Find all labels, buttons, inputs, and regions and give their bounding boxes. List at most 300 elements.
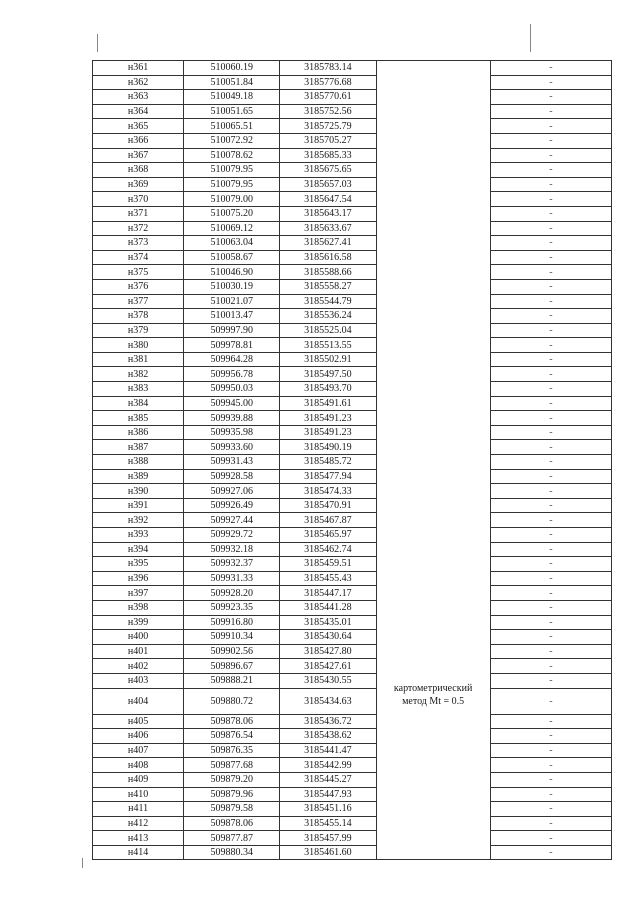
y-coordinate-cell: 3185776.68 xyxy=(280,75,376,90)
method-cell xyxy=(376,831,490,846)
y-coordinate-cell: 3185470.91 xyxy=(280,498,376,513)
dash-cell: - xyxy=(490,236,611,251)
y-coordinate-cell: 3185502.91 xyxy=(280,352,376,367)
method-cell xyxy=(376,367,490,382)
method-cell xyxy=(376,557,490,572)
method-cell xyxy=(376,265,490,280)
dash-cell: - xyxy=(490,688,611,714)
table-row xyxy=(93,802,612,817)
method-cell xyxy=(376,455,490,470)
dash-cell: - xyxy=(490,787,611,802)
table-row xyxy=(93,61,612,76)
point-id-cell: н395 xyxy=(93,557,184,572)
x-coordinate-cell: 509978.81 xyxy=(184,338,280,353)
y-coordinate-cell: 3185427.61 xyxy=(280,659,376,674)
method-cell xyxy=(376,758,490,773)
x-coordinate-cell: 509964.28 xyxy=(184,352,280,367)
table-row xyxy=(93,673,612,688)
x-coordinate-cell: 509877.68 xyxy=(184,758,280,773)
y-coordinate-cell: 3185455.14 xyxy=(280,816,376,831)
method-cell xyxy=(376,816,490,831)
method-cell xyxy=(376,294,490,309)
table-row xyxy=(93,265,612,280)
method-cell xyxy=(376,845,490,860)
dash-cell: - xyxy=(490,816,611,831)
dash-cell: - xyxy=(490,192,611,207)
table-row xyxy=(93,425,612,440)
left-margin-mark xyxy=(97,34,98,52)
table-row xyxy=(93,148,612,163)
table-row xyxy=(93,177,612,192)
y-coordinate-cell: 3185477.94 xyxy=(280,469,376,484)
table-row xyxy=(93,845,612,860)
dash-cell: - xyxy=(490,714,611,729)
point-id-cell: н379 xyxy=(93,323,184,338)
y-coordinate-cell: 3185493.70 xyxy=(280,382,376,397)
x-coordinate-cell: 510079.00 xyxy=(184,192,280,207)
x-coordinate-cell: 509931.43 xyxy=(184,455,280,470)
method-cell xyxy=(376,75,490,90)
point-id-cell: н363 xyxy=(93,90,184,105)
dash-cell: - xyxy=(490,673,611,688)
method-note-line: метод Mt = 0.5 xyxy=(402,696,465,708)
y-coordinate-cell: 3185536.24 xyxy=(280,309,376,324)
table-row xyxy=(93,743,612,758)
y-coordinate-cell: 3185705.27 xyxy=(280,133,376,148)
method-cell xyxy=(376,714,490,729)
method-cell xyxy=(376,600,490,615)
y-coordinate-cell: 3185627.41 xyxy=(280,236,376,251)
point-id-cell: н402 xyxy=(93,659,184,674)
x-coordinate-cell: 510046.90 xyxy=(184,265,280,280)
x-coordinate-cell: 509902.56 xyxy=(184,644,280,659)
method-cell xyxy=(376,352,490,367)
x-coordinate-cell: 510058.67 xyxy=(184,250,280,265)
y-coordinate-cell: 3185491.23 xyxy=(280,411,376,426)
point-id-cell: н393 xyxy=(93,528,184,543)
dash-cell: - xyxy=(490,75,611,90)
point-id-cell: н369 xyxy=(93,177,184,192)
point-id-cell: н401 xyxy=(93,644,184,659)
table-row xyxy=(93,615,612,630)
bottom-margin-mark xyxy=(82,858,83,868)
y-coordinate-cell: 3185525.04 xyxy=(280,323,376,338)
dash-cell: - xyxy=(490,119,611,134)
table-row xyxy=(93,787,612,802)
y-coordinate-cell: 3185770.61 xyxy=(280,90,376,105)
x-coordinate-cell: 509932.37 xyxy=(184,557,280,572)
method-cell xyxy=(376,221,490,236)
table-row xyxy=(93,630,612,645)
point-id-cell: н408 xyxy=(93,758,184,773)
x-coordinate-cell: 509876.35 xyxy=(184,743,280,758)
point-id-cell: н400 xyxy=(93,630,184,645)
method-cell xyxy=(376,250,490,265)
x-coordinate-cell: 509879.58 xyxy=(184,802,280,817)
point-id-cell: н368 xyxy=(93,163,184,178)
x-coordinate-cell: 509896.67 xyxy=(184,659,280,674)
y-coordinate-cell: 3185544.79 xyxy=(280,294,376,309)
table-row xyxy=(93,221,612,236)
y-coordinate-cell: 3185497.50 xyxy=(280,367,376,382)
dash-cell: - xyxy=(490,831,611,846)
method-cell xyxy=(376,192,490,207)
point-id-cell: н364 xyxy=(93,104,184,119)
dash-cell: - xyxy=(490,484,611,499)
method-cell xyxy=(376,586,490,601)
point-id-cell: н409 xyxy=(93,772,184,787)
dash-cell: - xyxy=(490,845,611,860)
x-coordinate-cell: 510051.84 xyxy=(184,75,280,90)
method-cell xyxy=(376,659,490,674)
x-coordinate-cell: 509950.03 xyxy=(184,382,280,397)
table-row xyxy=(93,338,612,353)
x-coordinate-cell: 510030.19 xyxy=(184,279,280,294)
point-id-cell: н394 xyxy=(93,542,184,557)
point-id-cell: н366 xyxy=(93,133,184,148)
x-coordinate-cell: 509945.00 xyxy=(184,396,280,411)
point-id-cell: н367 xyxy=(93,148,184,163)
x-coordinate-cell: 510078.62 xyxy=(184,148,280,163)
table-row xyxy=(93,469,612,484)
dash-cell: - xyxy=(490,90,611,105)
dash-cell: - xyxy=(490,557,611,572)
table-row xyxy=(93,250,612,265)
method-cell xyxy=(376,743,490,758)
y-coordinate-cell: 3185427.80 xyxy=(280,644,376,659)
y-coordinate-cell: 3185434.63 xyxy=(280,688,376,714)
dash-cell: - xyxy=(490,265,611,280)
method-cell xyxy=(376,498,490,513)
point-id-cell: н391 xyxy=(93,498,184,513)
x-coordinate-cell: 509888.21 xyxy=(184,673,280,688)
dash-cell: - xyxy=(490,382,611,397)
y-coordinate-cell: 3185467.87 xyxy=(280,513,376,528)
point-id-cell: н404 xyxy=(93,688,184,714)
y-coordinate-cell: 3185490.19 xyxy=(280,440,376,455)
method-cell xyxy=(376,425,490,440)
y-coordinate-cell: 3185441.28 xyxy=(280,600,376,615)
y-coordinate-cell: 3185436.72 xyxy=(280,714,376,729)
x-coordinate-cell: 510075.20 xyxy=(184,206,280,221)
table-row xyxy=(93,90,612,105)
method-cell xyxy=(376,484,490,499)
point-id-cell: н411 xyxy=(93,802,184,817)
dash-cell: - xyxy=(490,367,611,382)
point-id-cell: н380 xyxy=(93,338,184,353)
table-row xyxy=(93,104,612,119)
dash-cell: - xyxy=(490,309,611,324)
method-cell xyxy=(376,206,490,221)
point-id-cell: н361 xyxy=(93,61,184,76)
x-coordinate-cell: 510013.47 xyxy=(184,309,280,324)
y-coordinate-cell: 3185441.47 xyxy=(280,743,376,758)
x-coordinate-cell: 509932.18 xyxy=(184,542,280,557)
y-coordinate-cell: 3185685.33 xyxy=(280,148,376,163)
method-cell xyxy=(376,630,490,645)
dash-cell: - xyxy=(490,455,611,470)
table-row xyxy=(93,557,612,572)
y-coordinate-cell: 3185451.16 xyxy=(280,802,376,817)
x-coordinate-cell: 509876.54 xyxy=(184,729,280,744)
dash-cell: - xyxy=(490,758,611,773)
point-id-cell: н375 xyxy=(93,265,184,280)
point-id-cell: н373 xyxy=(93,236,184,251)
dash-cell: - xyxy=(490,221,611,236)
method-note-line: картометрический xyxy=(393,683,473,695)
table-row xyxy=(93,192,612,207)
method-cell xyxy=(376,279,490,294)
dash-cell: - xyxy=(490,600,611,615)
x-coordinate-cell: 509997.90 xyxy=(184,323,280,338)
table-row xyxy=(93,367,612,382)
point-id-cell: н381 xyxy=(93,352,184,367)
table-row xyxy=(93,484,612,499)
x-coordinate-cell: 509923.35 xyxy=(184,600,280,615)
point-id-cell: н399 xyxy=(93,615,184,630)
x-coordinate-cell: 510049.18 xyxy=(184,90,280,105)
y-coordinate-cell: 3185647.54 xyxy=(280,192,376,207)
point-id-cell: н406 xyxy=(93,729,184,744)
table-row xyxy=(93,586,612,601)
dash-cell: - xyxy=(490,206,611,221)
x-coordinate-cell: 509880.72 xyxy=(184,688,280,714)
dash-cell: - xyxy=(490,294,611,309)
x-coordinate-cell: 510072.92 xyxy=(184,133,280,148)
coordinates-table-body xyxy=(93,61,612,860)
x-coordinate-cell: 509935.98 xyxy=(184,425,280,440)
table-row xyxy=(93,75,612,90)
y-coordinate-cell: 3185435.01 xyxy=(280,615,376,630)
method-cell xyxy=(376,61,490,76)
table-row xyxy=(93,279,612,294)
x-coordinate-cell: 509880.34 xyxy=(184,845,280,860)
point-id-cell: н374 xyxy=(93,250,184,265)
dash-cell: - xyxy=(490,148,611,163)
x-coordinate-cell: 510051.65 xyxy=(184,104,280,119)
x-coordinate-cell: 510063.04 xyxy=(184,236,280,251)
table-row xyxy=(93,729,612,744)
method-cell xyxy=(376,729,490,744)
point-id-cell: н382 xyxy=(93,367,184,382)
table-row xyxy=(93,513,612,528)
method-cell xyxy=(376,644,490,659)
method-cell xyxy=(376,411,490,426)
point-id-cell: н376 xyxy=(93,279,184,294)
table-row xyxy=(93,396,612,411)
dash-cell: - xyxy=(490,104,611,119)
x-coordinate-cell: 510021.07 xyxy=(184,294,280,309)
point-id-cell: н396 xyxy=(93,571,184,586)
point-id-cell: н388 xyxy=(93,455,184,470)
y-coordinate-cell: 3185588.66 xyxy=(280,265,376,280)
point-id-cell: н384 xyxy=(93,396,184,411)
method-cell xyxy=(376,323,490,338)
dash-cell: - xyxy=(490,163,611,178)
table-row xyxy=(93,133,612,148)
method-cell xyxy=(376,571,490,586)
y-coordinate-cell: 3185430.55 xyxy=(280,673,376,688)
dash-cell: - xyxy=(490,630,611,645)
y-coordinate-cell: 3185491.61 xyxy=(280,396,376,411)
method-cell xyxy=(376,513,490,528)
table-row xyxy=(93,440,612,455)
point-id-cell: н405 xyxy=(93,714,184,729)
dash-cell: - xyxy=(490,425,611,440)
table-row xyxy=(93,688,612,714)
point-id-cell: н386 xyxy=(93,425,184,440)
x-coordinate-cell: 509878.06 xyxy=(184,714,280,729)
method-cell xyxy=(376,396,490,411)
x-coordinate-cell: 509916.80 xyxy=(184,615,280,630)
dash-cell: - xyxy=(490,338,611,353)
table-row xyxy=(93,382,612,397)
x-coordinate-cell: 510079.95 xyxy=(184,163,280,178)
method-cell xyxy=(376,615,490,630)
dash-cell: - xyxy=(490,61,611,76)
method-cell xyxy=(376,802,490,817)
y-coordinate-cell: 3185461.60 xyxy=(280,845,376,860)
point-id-cell: н410 xyxy=(93,787,184,802)
point-id-cell: н403 xyxy=(93,673,184,688)
table-row xyxy=(93,571,612,586)
point-id-cell: н392 xyxy=(93,513,184,528)
point-id-cell: н377 xyxy=(93,294,184,309)
table-row xyxy=(93,411,612,426)
y-coordinate-cell: 3185462.74 xyxy=(280,542,376,557)
dash-cell: - xyxy=(490,411,611,426)
dash-cell: - xyxy=(490,802,611,817)
y-coordinate-cell: 3185513.55 xyxy=(280,338,376,353)
point-id-cell: н383 xyxy=(93,382,184,397)
point-id-cell: н397 xyxy=(93,586,184,601)
method-cell xyxy=(376,236,490,251)
x-coordinate-cell: 509879.20 xyxy=(184,772,280,787)
y-coordinate-cell: 3185558.27 xyxy=(280,279,376,294)
x-coordinate-cell: 510079.95 xyxy=(184,177,280,192)
x-coordinate-cell: 509879.96 xyxy=(184,787,280,802)
point-id-cell: н362 xyxy=(93,75,184,90)
dash-cell: - xyxy=(490,396,611,411)
dash-cell: - xyxy=(490,644,611,659)
method-cell xyxy=(376,469,490,484)
y-coordinate-cell: 3185438.62 xyxy=(280,729,376,744)
point-id-cell: н407 xyxy=(93,743,184,758)
table-row xyxy=(93,455,612,470)
y-coordinate-cell: 3185633.67 xyxy=(280,221,376,236)
x-coordinate-cell: 510060.19 xyxy=(184,61,280,76)
method-cell xyxy=(376,382,490,397)
y-coordinate-cell: 3185643.17 xyxy=(280,206,376,221)
dash-cell: - xyxy=(490,772,611,787)
x-coordinate-cell: 509927.06 xyxy=(184,484,280,499)
table-row xyxy=(93,498,612,513)
method-cell xyxy=(376,177,490,192)
point-id-cell: н378 xyxy=(93,309,184,324)
method-cell xyxy=(376,163,490,178)
method-cell xyxy=(376,440,490,455)
x-coordinate-cell: 509933.60 xyxy=(184,440,280,455)
y-coordinate-cell: 3185459.51 xyxy=(280,557,376,572)
dash-cell: - xyxy=(490,133,611,148)
point-id-cell: н398 xyxy=(93,600,184,615)
table-row xyxy=(93,644,612,659)
x-coordinate-cell: 510065.51 xyxy=(184,119,280,134)
table-row xyxy=(93,831,612,846)
table-row xyxy=(93,714,612,729)
dash-cell: - xyxy=(490,498,611,513)
dash-cell: - xyxy=(490,352,611,367)
table-row xyxy=(93,309,612,324)
point-id-cell: н385 xyxy=(93,411,184,426)
dash-cell: - xyxy=(490,743,611,758)
point-id-cell: н412 xyxy=(93,816,184,831)
method-cell xyxy=(376,309,490,324)
y-coordinate-cell: 3185783.14 xyxy=(280,61,376,76)
y-coordinate-cell: 3185447.93 xyxy=(280,787,376,802)
right-margin-mark xyxy=(530,24,531,52)
dash-cell: - xyxy=(490,571,611,586)
method-cell xyxy=(376,542,490,557)
table-row xyxy=(93,600,612,615)
table-row xyxy=(93,119,612,134)
table-row xyxy=(93,772,612,787)
x-coordinate-cell: 510069.12 xyxy=(184,221,280,236)
dash-cell: - xyxy=(490,615,611,630)
dash-cell: - xyxy=(490,323,611,338)
point-id-cell: н389 xyxy=(93,469,184,484)
dash-cell: - xyxy=(490,279,611,294)
method-cell xyxy=(376,148,490,163)
y-coordinate-cell: 3185616.58 xyxy=(280,250,376,265)
y-coordinate-cell: 3185675.65 xyxy=(280,163,376,178)
point-id-cell: н413 xyxy=(93,831,184,846)
dash-cell: - xyxy=(490,469,611,484)
table-row xyxy=(93,236,612,251)
table-row xyxy=(93,528,612,543)
dash-cell: - xyxy=(490,177,611,192)
x-coordinate-cell: 509926.49 xyxy=(184,498,280,513)
table-row xyxy=(93,542,612,557)
y-coordinate-cell: 3185657.03 xyxy=(280,177,376,192)
point-id-cell: н387 xyxy=(93,440,184,455)
method-cell xyxy=(376,104,490,119)
y-coordinate-cell: 3185457.99 xyxy=(280,831,376,846)
table-row xyxy=(93,323,612,338)
table-row xyxy=(93,352,612,367)
y-coordinate-cell: 3185485.72 xyxy=(280,455,376,470)
point-id-cell: н372 xyxy=(93,221,184,236)
y-coordinate-cell: 3185455.43 xyxy=(280,571,376,586)
point-id-cell: н370 xyxy=(93,192,184,207)
method-cell xyxy=(376,338,490,353)
table-row xyxy=(93,659,612,674)
dash-cell: - xyxy=(490,250,611,265)
point-id-cell: н414 xyxy=(93,845,184,860)
method-cell xyxy=(376,787,490,802)
table-row xyxy=(93,816,612,831)
x-coordinate-cell: 509877.87 xyxy=(184,831,280,846)
method-cell xyxy=(376,90,490,105)
x-coordinate-cell: 509927.44 xyxy=(184,513,280,528)
method-cell xyxy=(376,528,490,543)
y-coordinate-cell: 3185430.64 xyxy=(280,630,376,645)
table-row xyxy=(93,294,612,309)
y-coordinate-cell: 3185447.17 xyxy=(280,586,376,601)
point-id-cell: н371 xyxy=(93,206,184,221)
dash-cell: - xyxy=(490,729,611,744)
method-cell xyxy=(376,133,490,148)
